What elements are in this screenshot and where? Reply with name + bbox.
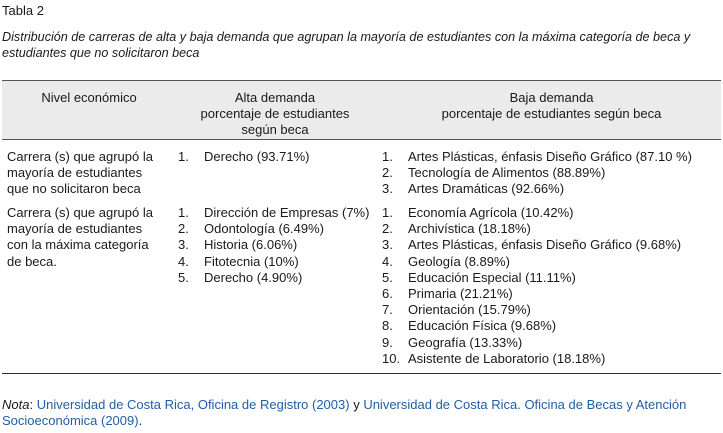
list-item: 7. Orientación (15.79%): [382, 302, 531, 318]
row-label: Carrera (s) que agrupó la mayoría de estudiantes que no solicitaron beca: [7, 149, 153, 197]
list-item: 6. Primaria (21.21%): [382, 286, 513, 302]
list-item: 8. Educación Física (9.68%): [382, 318, 557, 334]
table-note: Nota: Universidad de Costa Rica, Oficina de Registro (2003) y Universidad de Costa Rica. Oficina de Becas y Atención Socioeconómica (2009).: [2, 397, 687, 428]
header-baja-demanda: Baja demanda porcentaje de estudiantes según beca: [441, 90, 662, 121]
table-header: [2, 80, 721, 140]
table-bottom-rule: [2, 373, 721, 374]
list-item: 10. Asistente de Laboratorio (18.18%): [382, 350, 606, 366]
row-label: Carrera (s) que agrupó la mayoría de estudiantes con la máxima categoría de beca.: [7, 205, 153, 269]
list-item: 2. Archivística (18.18%): [382, 221, 531, 237]
list-item: 1. Derecho (93.71%): [178, 149, 310, 164]
alta-demanda-list: [178, 149, 378, 165]
list-item: 1. Economía Agrícola (10.42%): [382, 205, 574, 220]
source-link-registro[interactable]: Universidad de Costa Rica, Oficina de Registro (2003): [36, 397, 350, 412]
list-item: 4. Fitotecnia (10%): [178, 253, 299, 269]
header-alta-demanda: Alta demanda porcentaje de estudiantes según beca: [200, 90, 350, 137]
table-label: Tabla 2: [2, 3, 44, 18]
list-item: 5. Educación Especial (11.11%): [382, 269, 576, 285]
alta-demanda-list: [178, 205, 378, 286]
header-nivel-economico: Nivel económico: [41, 90, 137, 105]
table-caption: Distribución de carreras de alta y baja demanda que agrupan la mayoría de estudiantes con la máxima categoría de beca y estudiantes que no solicitaron beca: [2, 30, 691, 60]
note-prefix: Nota: [2, 397, 30, 412]
list-item: 1. Artes Plásticas, énfasis Diseño Gráfico (87.10 %): [382, 149, 692, 164]
baja-demanda-list: [382, 149, 721, 198]
source-link-becas[interactable]: Universidad de Costa Rica. Oficina de Becas y Atención Socioeconómica (2009): [2, 397, 687, 428]
list-item: 3. Historia (6.06%): [178, 237, 298, 253]
list-item: 3. Artes Plásticas, énfasis Diseño Gráfico (9.68%): [382, 237, 682, 253]
list-item: 4. Geología (8.89%): [382, 253, 510, 269]
list-item: 9. Geografía (13.33%): [382, 334, 523, 350]
list-item: 3. Artes Dramáticas (92.66%): [382, 181, 565, 197]
list-item: 2. Tecnología de Alimentos (88.89%): [382, 165, 606, 181]
list-item: 5. Derecho (4.90%): [178, 269, 303, 285]
data-table: [2, 80, 721, 374]
list-item: 1. Dirección de Empresas (7%): [178, 205, 370, 220]
list-item: 2. Odontología (6.49%): [178, 221, 324, 237]
table-row: [2, 205, 721, 373]
table-row: [2, 149, 721, 205]
baja-demanda-list: [382, 205, 721, 367]
